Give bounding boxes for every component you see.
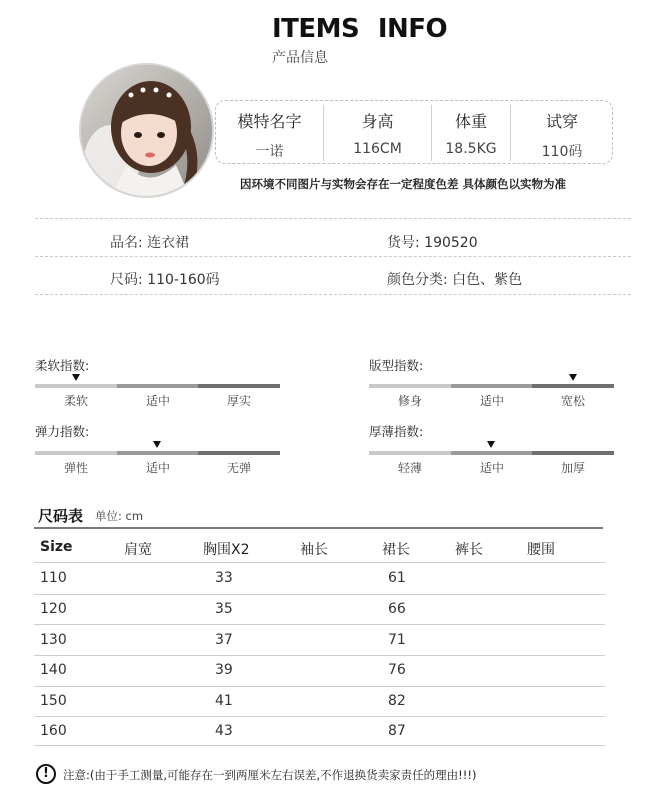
- table-row-rule: [34, 594, 605, 595]
- divider: [35, 256, 631, 257]
- model-fit-column: [511, 101, 613, 165]
- product-name-value: 连衣裙: [147, 235, 190, 251]
- index-bar-segment: [369, 384, 451, 388]
- selected-marker-icon: [153, 441, 161, 448]
- table-cell: 130: [40, 632, 67, 648]
- table-cell: 87: [388, 723, 406, 739]
- index-title: 厚薄指数:: [369, 424, 424, 439]
- table-cell: 76: [388, 662, 406, 678]
- model-photo-icon: [81, 65, 214, 198]
- index-option-label: 宽松: [560, 394, 585, 408]
- table-header-cell: 裙长: [382, 542, 410, 558]
- model-name-value: 一诺: [255, 144, 284, 160]
- table-cell: 39: [215, 662, 233, 678]
- table-row-rule: [34, 624, 605, 625]
- index-title: 弹力指数:: [35, 424, 90, 439]
- index-bar-segment: [117, 384, 198, 388]
- model-fit-label: 试穿: [545, 112, 578, 131]
- table-row-rule: [34, 745, 605, 746]
- index-bar-segment: [369, 451, 451, 455]
- index-bar-segment: [35, 384, 117, 388]
- model-height-value: 116CM: [353, 141, 402, 157]
- table-cell: 61: [388, 570, 406, 586]
- product-name: [110, 232, 189, 252]
- table-header-cell: 袖长: [300, 542, 328, 558]
- index-bar-segment: [532, 384, 614, 388]
- table-cell: 140: [40, 662, 67, 678]
- table-cell: 71: [388, 632, 406, 648]
- table-row-rule: [34, 716, 605, 717]
- page-subtitle: 产品信息: [272, 50, 328, 66]
- index-option-label: 弹性: [63, 461, 88, 475]
- table-header-cell: 胸围X2: [203, 542, 250, 558]
- page-title: ITEMS INFO: [272, 14, 448, 44]
- table-cell: 120: [40, 601, 67, 617]
- table-header-cell: Size: [40, 539, 73, 555]
- index-bar-segment: [117, 451, 198, 455]
- divider: [35, 294, 631, 295]
- index-option-label: 修身: [397, 394, 422, 408]
- table-cell: 160: [40, 723, 67, 739]
- table-row-rule: [34, 562, 605, 563]
- index-bar-segment: [451, 384, 532, 388]
- model-height-column: [324, 101, 431, 165]
- product-code-value: 190520: [424, 235, 478, 251]
- index-title: 版型指数:: [369, 358, 424, 373]
- index-option-label: 厚实: [226, 394, 251, 408]
- table-cell: 33: [215, 570, 233, 586]
- model-weight-label: 体重: [454, 112, 487, 131]
- index-bar-segment: [198, 451, 280, 455]
- model-weight-column: [432, 101, 510, 165]
- product-color-value: 白色、紫色: [452, 272, 523, 288]
- table-header-cell: 肩宽: [124, 542, 152, 558]
- model-fit-value: 110码: [541, 144, 583, 160]
- table-cell: 66: [388, 601, 406, 617]
- selected-marker-icon: [487, 441, 495, 448]
- index-option-label: 无弹: [226, 461, 251, 475]
- product-size-value: 110-160码: [147, 272, 220, 288]
- model-weight-value: 18.5KG: [445, 141, 497, 157]
- table-cell: 82: [388, 693, 406, 709]
- index-bar-segment: [35, 451, 117, 455]
- index-option-label: 适中: [479, 394, 504, 408]
- table-cell: 41: [215, 693, 233, 709]
- index-bar-segment: [451, 451, 532, 455]
- product-size: [110, 269, 220, 289]
- index-title: 柔软指数:: [35, 358, 90, 373]
- product-code: [387, 232, 478, 252]
- index-option-label: 轻薄: [397, 461, 422, 475]
- model-height-label: 身高: [361, 112, 394, 131]
- divider: [35, 218, 631, 219]
- selected-marker-icon: [72, 374, 80, 381]
- product-size-label: 尺码:: [110, 272, 143, 288]
- index-option-label: 适中: [145, 394, 170, 408]
- model-info-box: [215, 100, 613, 164]
- table-cell: 110: [40, 570, 67, 586]
- product-color-label: 颜色分类:: [387, 272, 448, 288]
- table-cell: 150: [40, 693, 67, 709]
- table-header-cell: 裤长: [455, 542, 483, 558]
- index-bar-segment: [532, 451, 614, 455]
- table-cell: 35: [215, 601, 233, 617]
- index-option-label: 适中: [479, 461, 504, 475]
- index-option-label: 柔软: [63, 394, 88, 408]
- model-name-column: [216, 101, 323, 165]
- product-name-label: 品名:: [110, 235, 143, 251]
- table-row-rule: [34, 655, 605, 656]
- table-cell: 37: [215, 632, 233, 648]
- exclamation-icon: !: [36, 764, 56, 784]
- size-table-title: 尺码表: [38, 507, 84, 525]
- footer-note: 注意:(由于手工测量,可能存在一到两厘米左右误差,不作退换货卖家责任的理由!!!): [63, 768, 477, 782]
- size-table-unit: 单位: cm: [95, 509, 144, 523]
- product-code-label: 货号:: [387, 235, 420, 251]
- selected-marker-icon: [569, 374, 577, 381]
- color-difference-note: 因环境不同图片与实物会存在一定程度色差 具体颜色以实物为准: [240, 177, 567, 191]
- product-color: [387, 269, 522, 289]
- table-header-rule: [34, 527, 603, 529]
- index-option-label: 加厚: [560, 461, 585, 475]
- model-name-label: 模特名字: [237, 112, 302, 131]
- table-header-cell: 腰围: [527, 542, 555, 558]
- index-bar-segment: [198, 384, 280, 388]
- model-avatar: [79, 63, 214, 198]
- index-option-label: 适中: [145, 461, 170, 475]
- table-row-rule: [34, 686, 605, 687]
- table-cell: 43: [215, 723, 233, 739]
